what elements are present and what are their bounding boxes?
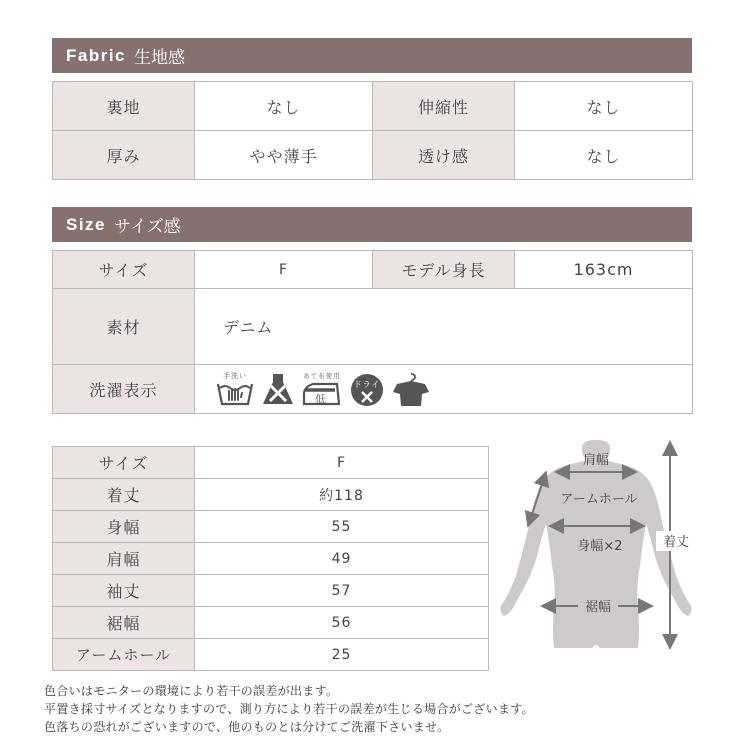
table-row <box>53 479 489 511</box>
table-row <box>53 251 693 289</box>
garment-diagram <box>496 436 706 650</box>
sheer-label: 透け感 <box>373 131 515 180</box>
m-sleeve-label: 袖丈 <box>53 575 195 607</box>
model-height-value: 163cm <box>515 251 693 289</box>
measurements-table <box>52 446 489 671</box>
model-height-label: モデル身長 <box>373 251 515 289</box>
hand-wash-text: 手洗い <box>223 372 247 380</box>
m-shoulder-value: 49 <box>195 543 489 575</box>
sheer-value: なし <box>515 131 693 180</box>
m-width-label: 身幅 <box>53 511 195 543</box>
iron-low-sub: 低 <box>315 393 327 406</box>
table-row <box>53 543 489 575</box>
wash-icons-cell <box>195 365 693 414</box>
fabric-header-jp: 生地感 <box>134 48 186 68</box>
size-header <box>52 207 692 242</box>
table-row <box>53 447 489 479</box>
m-width-value: 55 <box>195 511 489 543</box>
size-value: F <box>195 251 373 289</box>
note-measurement: 平置き採寸サイズとなりますので、測り方により若干の誤差が生じる場合がございます。 <box>44 702 534 716</box>
table-row <box>53 131 693 180</box>
table-row <box>53 607 489 639</box>
thickness-value: やや薄手 <box>195 131 373 180</box>
fabric-header-en: Fabric <box>66 45 127 65</box>
fabric-header <box>52 38 692 73</box>
width-label: 身幅×2 <box>577 539 623 554</box>
m-size-label: サイズ <box>53 447 195 479</box>
hang-dry-icon <box>391 370 431 408</box>
material-label: 素材 <box>53 289 195 365</box>
hem-label: 裾幅 <box>584 600 612 615</box>
iron-low-icon <box>301 370 343 408</box>
table-row <box>53 365 693 414</box>
m-shoulder-label: 肩幅 <box>53 543 195 575</box>
shoulder-label: 肩幅 <box>582 453 610 468</box>
armhole-label: アームホール <box>560 492 638 507</box>
iron-low-text: あて布使用 <box>303 372 341 380</box>
m-length-value: 約118 <box>195 479 489 511</box>
m-hem-label: 裾幅 <box>53 607 195 639</box>
table-row <box>53 511 489 543</box>
fabric-table <box>52 81 693 180</box>
size-table <box>52 250 693 414</box>
size-header-en: Size <box>66 214 107 234</box>
note-color: 色合いはモニターの環境により若干の誤差が出ます。 <box>44 684 339 698</box>
m-armhole-label: アームホール <box>53 639 195 671</box>
hand-wash-icon <box>215 370 255 408</box>
table-row <box>53 289 693 365</box>
wash-label: 洗濯表示 <box>53 365 195 414</box>
m-hem-value: 56 <box>195 607 489 639</box>
m-size-value: F <box>195 447 489 479</box>
stretch-value: なし <box>515 82 693 131</box>
no-bleach-icon <box>259 370 297 408</box>
note-washing: 色落ちの恐れがございますので、他のものとは分けてご洗濯下さいませ。 <box>44 720 450 734</box>
lining-value: なし <box>195 82 373 131</box>
size-label: サイズ <box>53 251 195 289</box>
lining-label: 裏地 <box>53 82 195 131</box>
material-value: デニム <box>195 289 693 365</box>
table-row <box>53 82 693 131</box>
size-header-jp: サイズ感 <box>114 217 181 237</box>
stretch-label: 伸縮性 <box>373 82 515 131</box>
no-dry-clean-text: ドライ <box>353 380 381 389</box>
table-row <box>53 639 489 671</box>
table-row <box>53 575 489 607</box>
m-armhole-value: 25 <box>195 639 489 671</box>
length-label: 着丈 <box>662 535 690 550</box>
no-dry-clean-icon <box>347 370 387 408</box>
thickness-label: 厚み <box>53 131 195 180</box>
m-sleeve-value: 57 <box>195 575 489 607</box>
m-length-label: 着丈 <box>53 479 195 511</box>
